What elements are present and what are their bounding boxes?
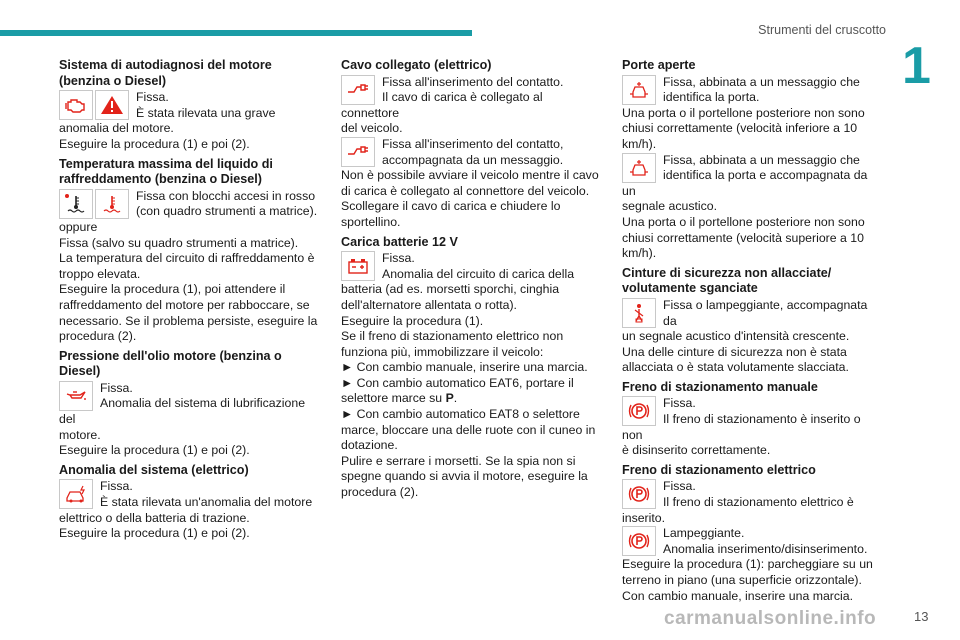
section-open-doors: [622, 58, 884, 262]
section-title: Sistema di autodiagnosi del motore (benzina o Diesel): [59, 58, 272, 88]
chapter-number: 1: [902, 37, 931, 95]
warning-triangle-icon: [95, 90, 129, 120]
column-1: [59, 58, 321, 546]
section-title: Cavo collegato (elettrico): [341, 58, 492, 72]
section-coolant-temperature: Temperatura massima del liquido di raffreddamento (benzina o Diesel) Fissa con blocchi accesi in rosso (con quadro strumenti a matrice). oppure Fissa (salvo su quadro strumenti a matrice). La temperatura del circuito di raffreddamento è troppo elevata. Eseguire la procedura (1), poi attendere il raffreddamento del motore per rabboccare, se necessario. Se il problema persiste, eseguire la procedura (2).: [59, 157, 321, 345]
coolant-temp-icon: [59, 189, 93, 219]
section-oil-pressure: [59, 349, 321, 459]
section-title: Freno di stazionamento elettrico: [622, 462, 816, 477]
coolant-temp-icon: [95, 189, 129, 219]
warning-entry: Fissa, abbinata a un messaggio che identifica la porta e accompagnata da un segnale acustico. Una porta o il portellone posteriore non sono chiusi correttamente (velocità superiore a 10 km/h).: [622, 152, 868, 261]
section-electric-parking-brake: [622, 463, 884, 604]
section-title: Freno di stazionamento manuale: [622, 379, 818, 394]
warning-entry: Fissa o lampeggiante, accompagnata da un segnale acustico d'intensità crescente. Una delle cinture di sicurezza non è stata allacciata o è stata volutamente slacciata.: [622, 297, 868, 375]
warning-entry: Fissa. Anomalia del sistema di lubrificazione del motore. Eseguire la procedura (1) e poi (2).: [59, 380, 306, 458]
column-2: [341, 58, 603, 505]
warning-entry: Fissa all'inserimento del contatto, accompagnata da un messaggio. Non è possibile avviare il veicolo mentre il cavo di carica è collegato al connettore del veicolo. Scollegare il cavo di carica e chiudere lo sportellino.: [341, 136, 599, 229]
section-title: Temperatura massima del liquido di raffreddamento (benzina o Diesel): [59, 156, 273, 187]
warning-entry: Fissa con blocchi accesi in rosso (con quadro strumenti a matrice).: [59, 189, 321, 220]
open-door-icon: [622, 153, 656, 183]
warning-entry: Fissa. Il freno di stazionamento elettrico è inserito.: [622, 479, 854, 525]
warning-entry: Fissa. Il freno di stazionamento è inserito o non è disinserito correttamente.: [622, 396, 861, 458]
battery-icon: [341, 251, 375, 281]
section-engine-diagnosis: [59, 58, 321, 153]
charging-plug-icon: [341, 137, 375, 167]
electric-system-icon: [59, 479, 93, 509]
parking-brake-icon: [622, 526, 656, 556]
warning-entry: Fissa, abbinata a un messaggio che identifica la porta. Una porta o il portellone posteriore non sono chiusi correttamente (velocità inferiore a 10 km/h).: [622, 74, 865, 151]
header-accent-bar: [0, 30, 472, 36]
warning-entry: Fissa. È stata rilevata un'anomalia del motore elettrico o della batteria di trazione. Eseguire la procedura (1) e poi (2).: [59, 479, 313, 541]
section-title: Porte aperte: [622, 58, 696, 72]
parking-brake-icon: [622, 396, 656, 426]
warning-entry: Fissa. Anomalia del circuito di carica della batteria (ad es. morsetti sporchi, cinghia dell'alternatore allentata o rotta).: [341, 251, 575, 312]
column-3: [622, 58, 884, 608]
section-seatbelts: [622, 266, 884, 376]
section-title: Carica batterie 12 V: [341, 234, 458, 249]
section-title: Cinture di sicurezza non allacciate/ volutamente sganciate: [622, 265, 832, 296]
page-number: 13: [914, 609, 929, 624]
section-manual-parking-brake: [622, 380, 884, 459]
section-cable-connected: [341, 58, 603, 231]
section-title: Anomalia del sistema (elettrico): [59, 462, 249, 477]
warning-entry: Lampeggiante. Anomalia inserimento/disinserimento. Eseguire la procedura (1): parcheggiare su un terreno in piano (una superficie orizzontale). Con cambio manuale, inserire una marcia.: [622, 526, 873, 603]
oil-pressure-icon: [59, 381, 93, 411]
seatbelt-icon: [622, 298, 656, 328]
page-header-title: Strumenti del cruscotto: [758, 23, 886, 37]
watermark: carmanualsonline.info: [664, 608, 877, 629]
section-battery-charge: Carica batterie 12 V Fissa. Anomalia del circuito di carica della batteria (ad es. morsetti sporchi, cinghia dell'alternatore allentata o rotta). Eseguire la procedura (1). Se il freno di stazionamento elettrico non funziona più, immobilizzare il veicolo: ► Con cambio manuale, inserire una marcia. ► Con cambio automatico EAT6, portare il selettore marce su P. ► Con cambio automatico EAT8 o selettore marce, bloccare una delle ruote con il cuneo in dotazione. Pulire e serrare i morsetti. Se la spia non si spegne quando si avvia il motore, eseguire la procedura (2).: [341, 235, 603, 501]
parking-brake-icon: [622, 479, 656, 509]
engine-icon: [59, 90, 93, 120]
section-electric-system: [59, 463, 321, 542]
charging-plug-icon: [341, 75, 375, 105]
open-door-icon: [622, 75, 656, 105]
warning-entry: Fissa. È stata rilevata una grave anomalia del motore. Eseguire la procedura (1) e poi (2).: [59, 90, 276, 151]
warning-entry: Fissa all'inserimento del contatto. Il cavo di carica è collegato al connettore del veicolo.: [341, 74, 564, 136]
section-title: Pressione dell'olio motore (benzina o Diesel): [59, 348, 282, 379]
